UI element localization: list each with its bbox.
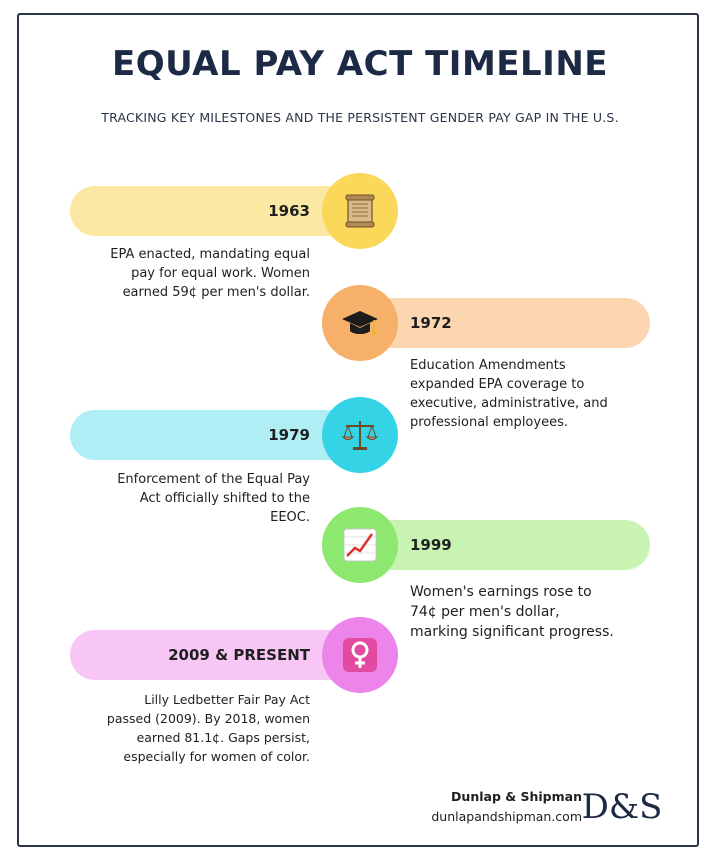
timeline-circle-1979 <box>322 397 398 473</box>
scroll-icon <box>342 193 378 229</box>
event-description-2009: Lilly Ledbetter Fair Pay Act passed (2009). By 2018, women earned 81.1¢. Gaps persist, especially for women of color. <box>106 692 310 764</box>
chart-increasing-icon <box>341 526 379 564</box>
year-label-1999: 1999 <box>410 536 452 554</box>
event-description-1972: Education Amendments expanded EPA coverage to executive, administrative, and professional employees. <box>410 358 608 430</box>
year-label-1963: 1963 <box>268 202 310 220</box>
event-description-1963: EPA enacted, mandating equal pay for equal work. Women earned 59¢ per men's dollar. <box>110 247 310 300</box>
event-description-1979: Enforcement of the Equal Pay Act officially shifted to the EEOC. <box>117 472 310 525</box>
year-label-1972: 1972 <box>410 314 452 332</box>
svg-text:D&S: D&S <box>581 787 663 827</box>
graduation-cap-icon <box>340 305 380 341</box>
timeline-circle-1972 <box>322 285 398 361</box>
page-subtitle: TRACKING KEY MILESTONES AND THE PERSISTENT GENDER PAY GAP IN THE U.S. <box>101 110 619 125</box>
timeline-circle-1963 <box>322 173 398 249</box>
event-description-1999: Women's earnings rose to 74¢ per men's dollar, marking significant progress. <box>410 584 614 640</box>
timeline-circle-2009 <box>322 617 398 693</box>
year-label-1979: 1979 <box>268 426 310 444</box>
brand-url[interactable]: dunlapandshipman.com <box>431 809 582 824</box>
brand-name: Dunlap & Shipman <box>451 789 582 804</box>
page-title: EQUAL PAY ACT TIMELINE <box>111 44 608 84</box>
female-sign-icon <box>341 636 379 674</box>
scales-icon <box>340 417 380 453</box>
year-label-2009: 2009 & PRESENT <box>168 646 310 664</box>
ds-logo <box>581 782 663 827</box>
timeline-circle-1999 <box>322 507 398 583</box>
